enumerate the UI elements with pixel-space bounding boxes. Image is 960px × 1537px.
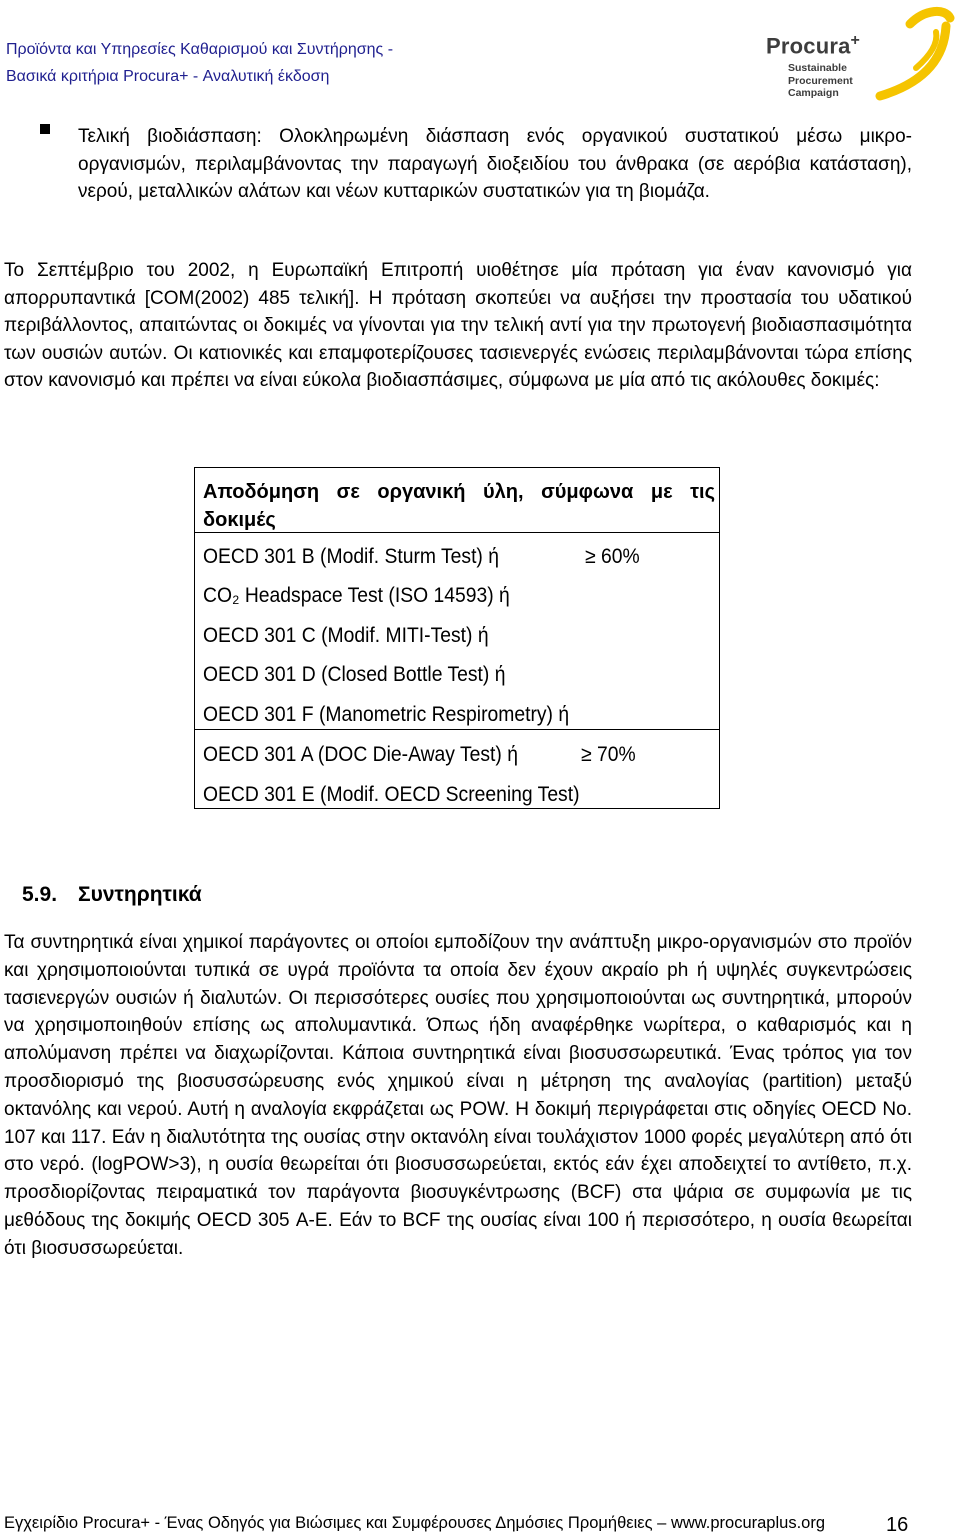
logo-tagline: Sustainable Procurement Campaign xyxy=(788,62,853,99)
section-title: Συντηρητικά xyxy=(78,883,202,906)
table-divider xyxy=(195,532,719,533)
table-row: OECD 301 B (Modif. Sturm Test) ή xyxy=(203,545,499,568)
document-header xyxy=(6,36,393,90)
threshold-70: ≥ 70% xyxy=(581,743,636,766)
section-number: 5.9. xyxy=(22,883,58,906)
bullet-paragraph: Τελική βιοδιάσπαση: Ολοκληρωμένη διάσπαση ενός οργανικού συστατικού μέσω μικρο-οργανισμών, περιλαμβάνοντας την παραγωγή διοξειδίου του άνθρακα (σε αερόβια κατάσταση), νερού, μεταλλικών αλάτων και νέων κυτταρικών συστατικών για τη βιομάζα. xyxy=(78,126,912,203)
table-row: OECD 301 C (Modif. MITI-Test) ή xyxy=(203,624,489,647)
section-heading xyxy=(22,883,202,907)
table-row: OECD 301 E (Modif. OECD Screening Test) xyxy=(203,783,580,806)
body-paragraph-regulation: Το Σεπτέμβριο του 2002, η Ευρωπαϊκή Επιτροπή υιοθέτησε μία πρόταση για έναν κανονισμό για απορρυπαντικά [COM(2002) 485 τελική]. Η πρόταση σκοπεύει να αυξήσει την προστασία του υδατικού περιβάλλοντος, απαιτώντας οι δοκιμές να γίνονται για την τελική αντί για την πρωτογενή βιοδιασπασιμότητα των ουσιών αυτών. Οι κατιονικές και επαμφοτερίζουσες τασιενεργές ενώσεις περιλαμβάνονται τώρα επίσης στον κανονισμό και πρέπει να είναι εύκολα βιοδιασπάσιμες, σύμφωνα με μία από τις ακόλουθες δοκιμές: xyxy=(4,260,912,392)
footer-text: Εγχειρίδιο Procura+ - Ένας Οδηγός για Βιώσιμες και Συμφέρουσες Δημόσιες Προμήθειες – www.procuraplus.org xyxy=(4,1514,826,1532)
table-row: OECD 301 A (DOC Die-Away Test) ή xyxy=(203,743,518,766)
header-line-2: Βασικά κριτήρια Procura+ - Αναλυτική έκδοση xyxy=(6,68,330,85)
header-line-1: Προϊόντα και Υπηρεσίες Καθαρισμού και Συντήρησης - xyxy=(6,41,394,58)
test-criteria-table xyxy=(194,467,720,809)
table-row: OECD 301 F (Manometric Respirometry) ή xyxy=(203,703,570,726)
table-row: OECD 301 D (Closed Bottle Test) ή xyxy=(203,663,506,686)
bullet-square-icon xyxy=(40,124,50,134)
page-number: 16 xyxy=(886,1514,909,1536)
procura-logo xyxy=(760,4,956,104)
logo-wordmark: Procura+ xyxy=(766,32,861,59)
body-paragraph-preservatives: Τα συντηρητικά είναι χημικοί παράγοντες οι οποίοι εμποδίζουν την ανάπτυξη μικρο-οργανισμών στο προϊόν και χρησιμοποιούνται τυπικά σε υγρά προϊόντα τα οποία δεν έχουν ακραίο ph ή υψηλές συγκεντρώσεις τασιενεργών ουσιών ή διαλυτών. Οι περισσότερες ουσίες που χρησιμοποιούνται ως συντηρητικά, μπορούν να χρησιμοποιηθούν επίσης ως απολυμαντικά. Όπως ήδη αναφέρθηκε νωρίτερα, ο καθαρισμός και η απολύμανση πρέπει να διαχωρίζονται. Κάποια συντηρητικά είναι βιοσυσσωρευτικά. Ένας τρόπος για τον προσδιορισμό της βιοσυσσώρευσης ενός χημικού είναι η μέτρηση της αναλογίας (partition) μεταξύ οκτανόλης και νερού. Αυτή η αναλογία εκφράζεται ως POW. Η δοκιμή περιγράφεται στις οδηγίες OECD No. 107 και 117. Εάν η διαλυτότητα της ουσίας στην οκτανόλη είναι τουλάχιστον 1000 φορές μεγαλύτερη από ότι στο νερό. (logPOW>3), η ουσία θεωρείται ότι βιοσυσσωρεύεται, εκτός εάν έχει αποδειχτεί το αντίθετο, π.χ. προσδιορίζοντας πειραματικά τον παράγοντα βιοσυγκέντρωσης (BCF) στα ψάρια σε συμφωνία με τις μεθόδους της δοκιμής OECD 305 Α-Ε. Εάν το BCF της ουσίας είναι 100 ή περισσότερο, η ουσία θεωρείται ότι βιοσυσσωρεύεται. xyxy=(4,932,912,1259)
table-title: Αποδόμηση σε οργανική ύλη, σύμφωνα με τις δοκιμές xyxy=(203,481,715,531)
table-row: CO₂ Headspace Test (ISO 14593) ή xyxy=(203,584,510,607)
threshold-60: ≥ 60% xyxy=(585,545,640,568)
table-divider xyxy=(195,729,719,730)
